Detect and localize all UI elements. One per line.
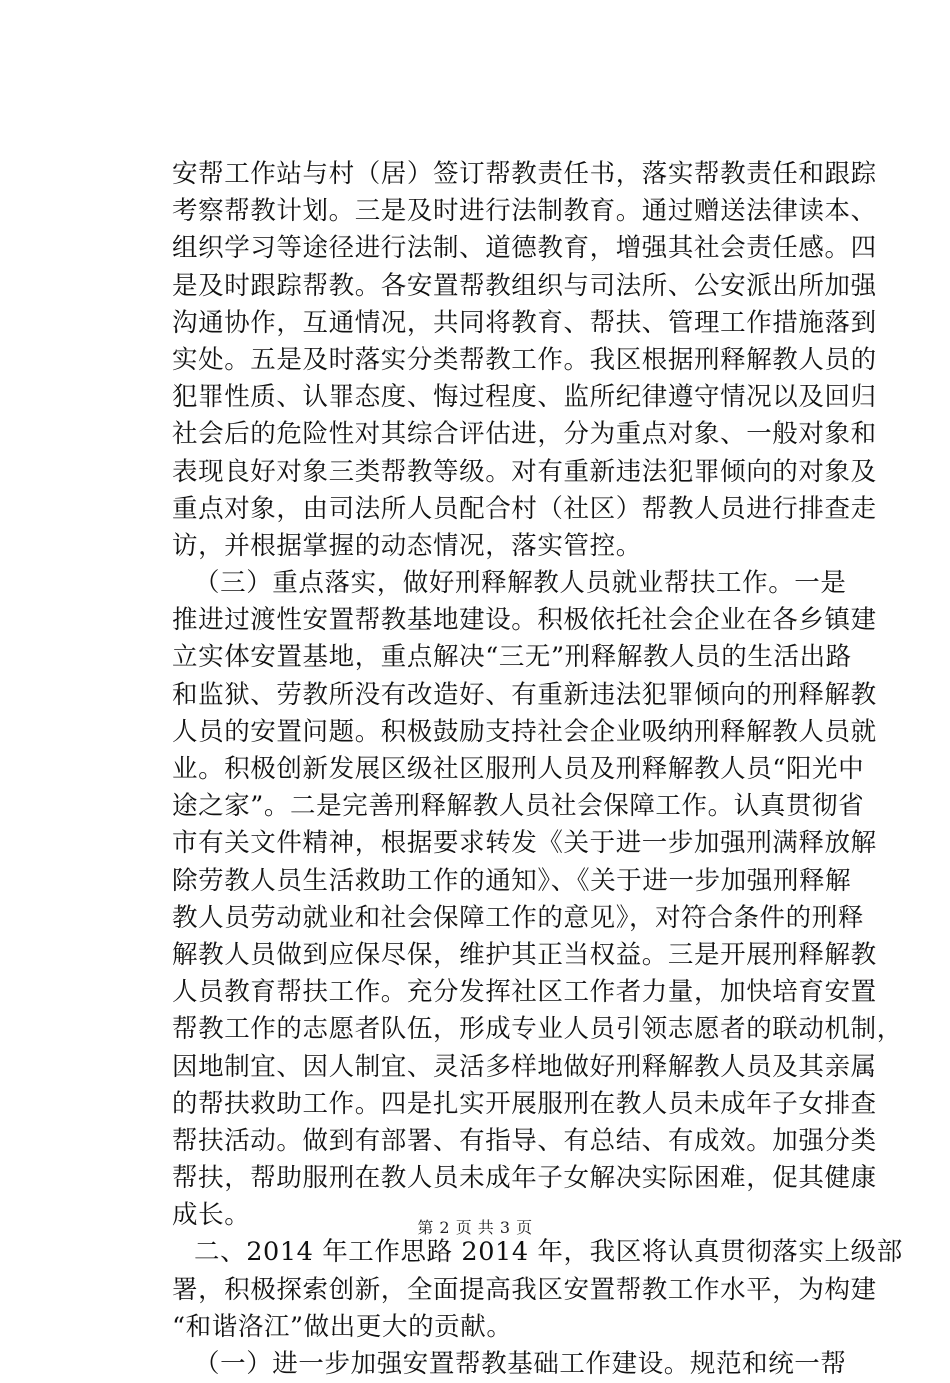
text-line: 人员教育帮扶工作。充分发挥社区工作者力量，加快培育安置 xyxy=(172,977,877,1008)
text-line: 表现良好对象三类帮教等级。对有重新违法犯罪倾向的对象及 xyxy=(172,456,877,487)
page-footer: 第 2 页 共 3 页 xyxy=(417,1218,533,1237)
text-line: 是及时跟踪帮教。各安置帮教组织与司法所、公安派出所加强 xyxy=(172,270,877,301)
document-body xyxy=(172,156,903,1383)
text-line: 帮扶活动。做到有部署、有指导、有总结、有成效。加强分类 xyxy=(172,1125,877,1156)
text-line: 社会后的危险性对其综合评估进，分为重点对象、一般对象和 xyxy=(172,419,877,450)
text-line: 途之家”。二是完善刑释解教人员社会保障工作。认真贯彻省 xyxy=(172,791,865,822)
text-line: 帮教工作的志愿者队伍，形成专业人员引领志愿者的联动机制， xyxy=(172,1014,903,1045)
text-line: 组织学习等途径进行法制、道德教育，增强其社会责任感。四 xyxy=(172,233,877,264)
text-line: 和监狱、劳教所没有改造好、有重新违法犯罪倾向的刑释解教 xyxy=(172,679,877,710)
text-line: 帮扶，帮助服刑在教人员未成年子女解决实际困难，促其健康 xyxy=(172,1163,877,1194)
text-line: 立实体安置基地，重点解决“三无”刑释解教人员的生活出路 xyxy=(172,642,852,673)
text-line: 沟通协作，互通情况，共同将教育、帮扶、管理工作措施落到 xyxy=(172,307,877,338)
paragraph-first-line: 二、2014 年工作思路 2014 年，我区将认真贯彻落实上级部 xyxy=(194,1237,903,1268)
text-line: 安帮工作站与村（居）签订帮教责任书，落实帮教责任和跟踪 xyxy=(172,159,877,189)
paragraph-first-line: （三）重点落实，做好刑释解教人员就业帮扶工作。一是 xyxy=(194,568,847,599)
text-line: 业。积极创新发展区级社区服刑人员及刑释解教人员“阳光中 xyxy=(172,754,865,784)
text-line: 市有关文件精神，根据要求转发《关于进一步加强刑满释放解 xyxy=(172,828,877,859)
text-line: “和谐洛江”做出更大的贡献。 xyxy=(172,1311,513,1342)
text-line: 犯罪性质、认罪态度、悔过程度、监所纪律遵守情况以及回归 xyxy=(172,382,877,413)
text-line: 人员的安置问题。积极鼓励支持社会企业吸纳刑释解教人员就 xyxy=(172,716,877,747)
text-line: 考察帮教计划。三是及时进行法制教育。通过赠送法律读本、 xyxy=(172,196,877,227)
text-line: 教人员劳动就业和社会保障工作的意见》，对符合条件的刑释 xyxy=(172,902,864,933)
text-line: 署，积极探索创新，全面提高我区安置帮教工作水平，为构建 xyxy=(172,1274,877,1305)
text-line: 解教人员做到应保尽保，维护其正当权益。三是开展刑释解教 xyxy=(172,939,877,970)
paragraph-first-line: （一）进一步加强安置帮教基础工作建设。规范和统一帮 xyxy=(194,1349,847,1379)
text-line: 重点对象，由司法所人员配合村（社区）帮教人员进行排查走 xyxy=(172,493,877,524)
text-line: 的帮扶救助工作。四是扎实开展服刑在教人员未成年子女排查 xyxy=(172,1088,877,1119)
text-line: 推进过渡性安置帮教基地建设。积极依托社会企业在各乡镇建 xyxy=(172,605,877,636)
text-line: 访，并根据掌握的动态情况，落实管控。 xyxy=(172,530,642,561)
text-line: 除劳教人员生活救助工作的通知》、《关于进一步加强刑释解 xyxy=(172,865,852,896)
text-line: 实处。五是及时落实分类帮教工作。我区根据刑释解教人员的 xyxy=(172,344,877,375)
text-line: 成长。 xyxy=(172,1200,251,1231)
text-line: 因地制宜、因人制宜、灵活多样地做好刑释解教人员及其亲属 xyxy=(172,1051,877,1082)
